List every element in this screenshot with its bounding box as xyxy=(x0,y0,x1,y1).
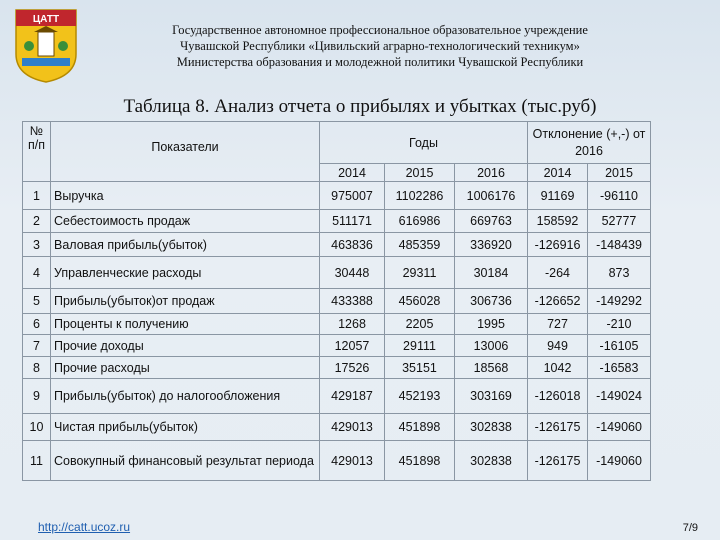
value-v2015: 485359 xyxy=(385,233,455,257)
logo-text: ЦАТТ xyxy=(32,14,60,25)
value-d2014: 949 xyxy=(528,335,588,357)
value-v2014: 12057 xyxy=(320,335,385,357)
value-d2014: -264 xyxy=(528,257,588,289)
row-indicator: Проценты к получению xyxy=(51,314,320,335)
value-d2014: 1042 xyxy=(528,357,588,379)
row-number: 1 xyxy=(23,182,51,210)
value-v2016: 302838 xyxy=(455,414,528,441)
value-v2015: 451898 xyxy=(385,441,455,481)
row-indicator: Управленческие расходы xyxy=(51,257,320,289)
row-number: 3 xyxy=(23,233,51,257)
row-indicator: Прибыль(убыток)от продаж xyxy=(51,289,320,314)
row-number: 11 xyxy=(23,441,51,481)
value-v2014: 429187 xyxy=(320,379,385,414)
value-d2014: -126175 xyxy=(528,414,588,441)
value-v2014: 1268 xyxy=(320,314,385,335)
value-v2016: 1995 xyxy=(455,314,528,335)
table-title: Таблица 8. Анализ отчета о прибылях и убытках (тыс.руб) xyxy=(123,96,597,117)
table-row xyxy=(23,357,651,379)
value-d2015: -210 xyxy=(588,314,651,335)
row-indicator: Валовая прибыль(убыток) xyxy=(51,233,320,257)
row-indicator: Прибыль(убыток) до налогообложения xyxy=(51,379,320,414)
value-v2015: 452193 xyxy=(385,379,455,414)
row-number: 10 xyxy=(23,414,51,441)
value-v2014: 17526 xyxy=(320,357,385,379)
header-num: № п/п xyxy=(23,122,51,182)
value-d2014: 727 xyxy=(528,314,588,335)
value-v2015: 2205 xyxy=(385,314,455,335)
value-v2014: 433388 xyxy=(320,289,385,314)
row-number: 7 xyxy=(23,335,51,357)
row-indicator: Чистая прибыль(убыток) xyxy=(51,414,320,441)
org-line-2: Чувашской Республики «Цивильский аграрно-технологический техникум» xyxy=(180,39,580,53)
value-d2015: -16583 xyxy=(588,357,651,379)
value-v2015: 29111 xyxy=(385,335,455,357)
value-d2014: -126018 xyxy=(528,379,588,414)
value-v2016: 306736 xyxy=(455,289,528,314)
page-number: 7/9 xyxy=(682,522,698,534)
value-v2014: 429013 xyxy=(320,414,385,441)
year-2016: 2016 xyxy=(455,164,528,182)
table-row xyxy=(23,379,651,414)
table-row xyxy=(23,335,651,357)
profit-loss-table xyxy=(22,121,651,481)
value-v2014: 30448 xyxy=(320,257,385,289)
value-d2015: -149060 xyxy=(588,414,651,441)
table-row xyxy=(23,210,651,233)
value-v2016: 30184 xyxy=(455,257,528,289)
value-v2016: 336920 xyxy=(455,233,528,257)
row-number: 8 xyxy=(23,357,51,379)
row-number: 2 xyxy=(23,210,51,233)
value-d2014: 158592 xyxy=(528,210,588,233)
org-line-3: Министерства образования и молодежной политики Чувашской Республики xyxy=(176,55,584,69)
value-d2015: -96110 xyxy=(588,182,651,210)
college-emblem-icon xyxy=(12,6,80,84)
value-v2016: 303169 xyxy=(455,379,528,414)
college-logo xyxy=(12,6,80,84)
value-v2015: 1102286 xyxy=(385,182,455,210)
value-v2016: 302838 xyxy=(455,441,528,481)
value-v2016: 18568 xyxy=(455,357,528,379)
value-v2014: 429013 xyxy=(320,441,385,481)
dev-year-2014: 2014 xyxy=(528,164,588,182)
value-d2015: 873 xyxy=(588,257,651,289)
row-number: 4 xyxy=(23,257,51,289)
value-d2014: -126652 xyxy=(528,289,588,314)
value-v2015: 35151 xyxy=(385,357,455,379)
value-v2014: 463836 xyxy=(320,233,385,257)
value-d2014: -126916 xyxy=(528,233,588,257)
row-number: 5 xyxy=(23,289,51,314)
header-row-1 xyxy=(23,122,651,164)
header-deviation: Отклонение (+,-) от 2016 xyxy=(528,122,651,164)
organization-header xyxy=(100,22,660,70)
value-v2016: 13006 xyxy=(455,335,528,357)
row-indicator: Прочие расходы xyxy=(51,357,320,379)
value-v2016: 1006176 xyxy=(455,182,528,210)
row-number: 9 xyxy=(23,379,51,414)
row-indicator: Выручка xyxy=(51,182,320,210)
profit-loss-table-container xyxy=(22,121,651,481)
site-link[interactable]: http://catt.ucoz.ru xyxy=(38,520,131,534)
header-indicator: Показатели xyxy=(51,122,320,182)
row-indicator: Прочие доходы xyxy=(51,335,320,357)
value-v2016: 669763 xyxy=(455,210,528,233)
row-indicator: Совокупный финансовый результат периода xyxy=(51,441,320,481)
value-d2015: -148439 xyxy=(588,233,651,257)
value-d2015: -16105 xyxy=(588,335,651,357)
table-row xyxy=(23,289,651,314)
value-d2015: -149060 xyxy=(588,441,651,481)
table-body xyxy=(23,122,651,481)
value-d2014: -126175 xyxy=(528,441,588,481)
value-v2015: 29311 xyxy=(385,257,455,289)
value-v2015: 456028 xyxy=(385,289,455,314)
value-v2014: 975007 xyxy=(320,182,385,210)
dev-year-2015: 2015 xyxy=(588,164,651,182)
value-d2014: 91169 xyxy=(528,182,588,210)
value-v2014: 511171 xyxy=(320,210,385,233)
org-line-1: Государственное автономное профессиональное образовательное учреждение xyxy=(172,23,588,37)
value-d2015: -149024 xyxy=(588,379,651,414)
value-d2015: 52777 xyxy=(588,210,651,233)
year-2015: 2015 xyxy=(385,164,455,182)
row-indicator: Себестоимость продаж xyxy=(51,210,320,233)
row-number: 6 xyxy=(23,314,51,335)
table-row xyxy=(23,441,651,481)
table-row xyxy=(23,257,651,289)
value-v2015: 451898 xyxy=(385,414,455,441)
value-v2015: 616986 xyxy=(385,210,455,233)
table-row xyxy=(23,182,651,210)
header-years: Годы xyxy=(320,122,528,164)
table-row xyxy=(23,233,651,257)
year-2014: 2014 xyxy=(320,164,385,182)
table-row xyxy=(23,414,651,441)
table-row xyxy=(23,314,651,335)
value-d2015: -149292 xyxy=(588,289,651,314)
